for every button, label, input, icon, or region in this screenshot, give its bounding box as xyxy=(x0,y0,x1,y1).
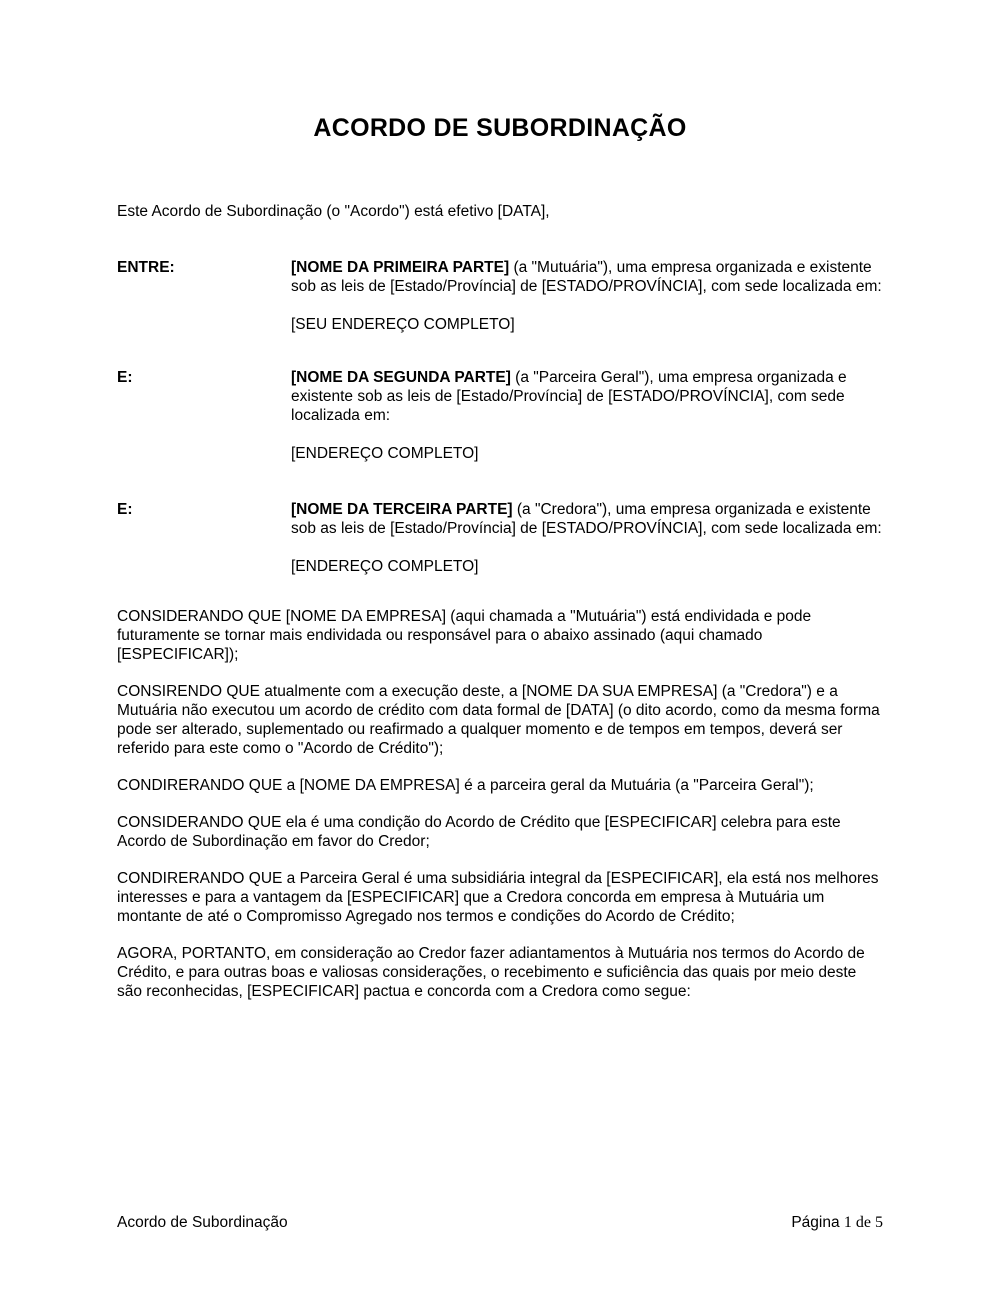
footer-page-label: Página xyxy=(791,1214,840,1231)
footer-page-value: 1 de 5 xyxy=(843,1214,883,1231)
party-body xyxy=(291,500,883,576)
recital-paragraph: CONSIRENDO QUE atualmente com a execução deste, a [NOME DA SUA EMPRESA] (a "Credora") e a Mutuária não executou um acordo de crédito com data formal de [DATA] (o dito acordo, como da mesma forma pode ser alterado, suplementado ou reafirmado a qualquer momento e de tempos em tempos, deverá ser referido para este como o "Acordo de Crédito"); xyxy=(117,683,880,757)
party-block-first xyxy=(117,258,883,334)
page-footer xyxy=(117,1213,883,1232)
party-body xyxy=(291,368,883,463)
party-block-second xyxy=(117,368,883,463)
recital-paragraph: CONSIDERANDO QUE [NOME DA EMPRESA] (aqui chamada a "Mutuária") está endividada e pode futuramente se tornar mais endividada ou responsável para o abaixo assinado (aqui chamado [ESPECIFICAR]); xyxy=(117,608,812,663)
party-description xyxy=(291,500,883,538)
party-description-text: (a "Mutuária"), uma empresa organizada e existente sob as leis de [Estado/Província] de [ESTADO/PROVÍNCIA], com sede localizada em: xyxy=(291,259,882,295)
party-address: [ENDEREÇO COMPLETO] xyxy=(291,445,479,462)
party-label: E: xyxy=(117,369,133,386)
recital-paragraph: CONSIDERANDO QUE ela é uma condição do Acordo de Crédito que [ESPECIFICAR] celebra para este Acordo de Subordinação em favor do Credor; xyxy=(117,814,841,850)
party-name: [NOME DA TERCEIRA PARTE] xyxy=(291,501,513,518)
party-label: ENTRE: xyxy=(117,259,175,276)
recital-paragraph: CONDIRERANDO QUE a [NOME DA EMPRESA] é a parceira geral da Mutuária (a "Parceira Geral"); xyxy=(117,777,814,794)
footer-document-name: Acordo de Subordinação xyxy=(117,1214,288,1231)
footer-page-number xyxy=(791,1213,883,1232)
intro-paragraph: Este Acordo de Subordinação (o "Acordo") está efetivo [DATA], xyxy=(117,203,550,220)
party-description-text: (a "Parceira Geral"), uma empresa organizada e existente sob as leis de [Estado/Província] de [ESTADO/PROVÍNCIA], com sede localizada em: xyxy=(291,369,847,424)
party-name: [NOME DA SEGUNDA PARTE] xyxy=(291,369,511,386)
party-block-third xyxy=(117,500,883,576)
party-description xyxy=(291,368,883,425)
party-address: [ENDEREÇO COMPLETO] xyxy=(291,558,479,575)
party-address: [SEU ENDEREÇO COMPLETO] xyxy=(291,316,515,333)
recital-paragraph: AGORA, PORTANTO, em consideração ao Credor fazer adiantamentos à Mutuária nos termos do Acordo de Crédito, e para outras boas e valiosas considerações, o recebimento e suficiência das quais por meio deste são reconhecidas, [ESPECIFICAR] pactua e concorda com a Credora como segue: xyxy=(117,945,865,1000)
party-name: [NOME DA PRIMEIRA PARTE] xyxy=(291,259,510,276)
party-label: E: xyxy=(117,501,133,518)
party-body xyxy=(291,258,883,334)
party-description-text: (a "Credora"), uma empresa organizada e existente sob as leis de [Estado/Província] de [ESTADO/PROVÍNCIA], com sede localizada em: xyxy=(291,501,882,537)
recital-paragraph: CONDIRERANDO QUE a Parceira Geral é uma subsidiária integral da [ESPECIFICAR], ela está nos melhores interesses e para a vantagem da [ESPECIFICAR] que a Credora concorda em empresa à Mutuária um montante de até o Compromisso Agregado nos termos e condições do Acordo de Crédito; xyxy=(117,870,879,925)
document-title: ACORDO DE SUBORDINAÇÃO xyxy=(313,114,687,142)
party-description xyxy=(291,258,883,296)
